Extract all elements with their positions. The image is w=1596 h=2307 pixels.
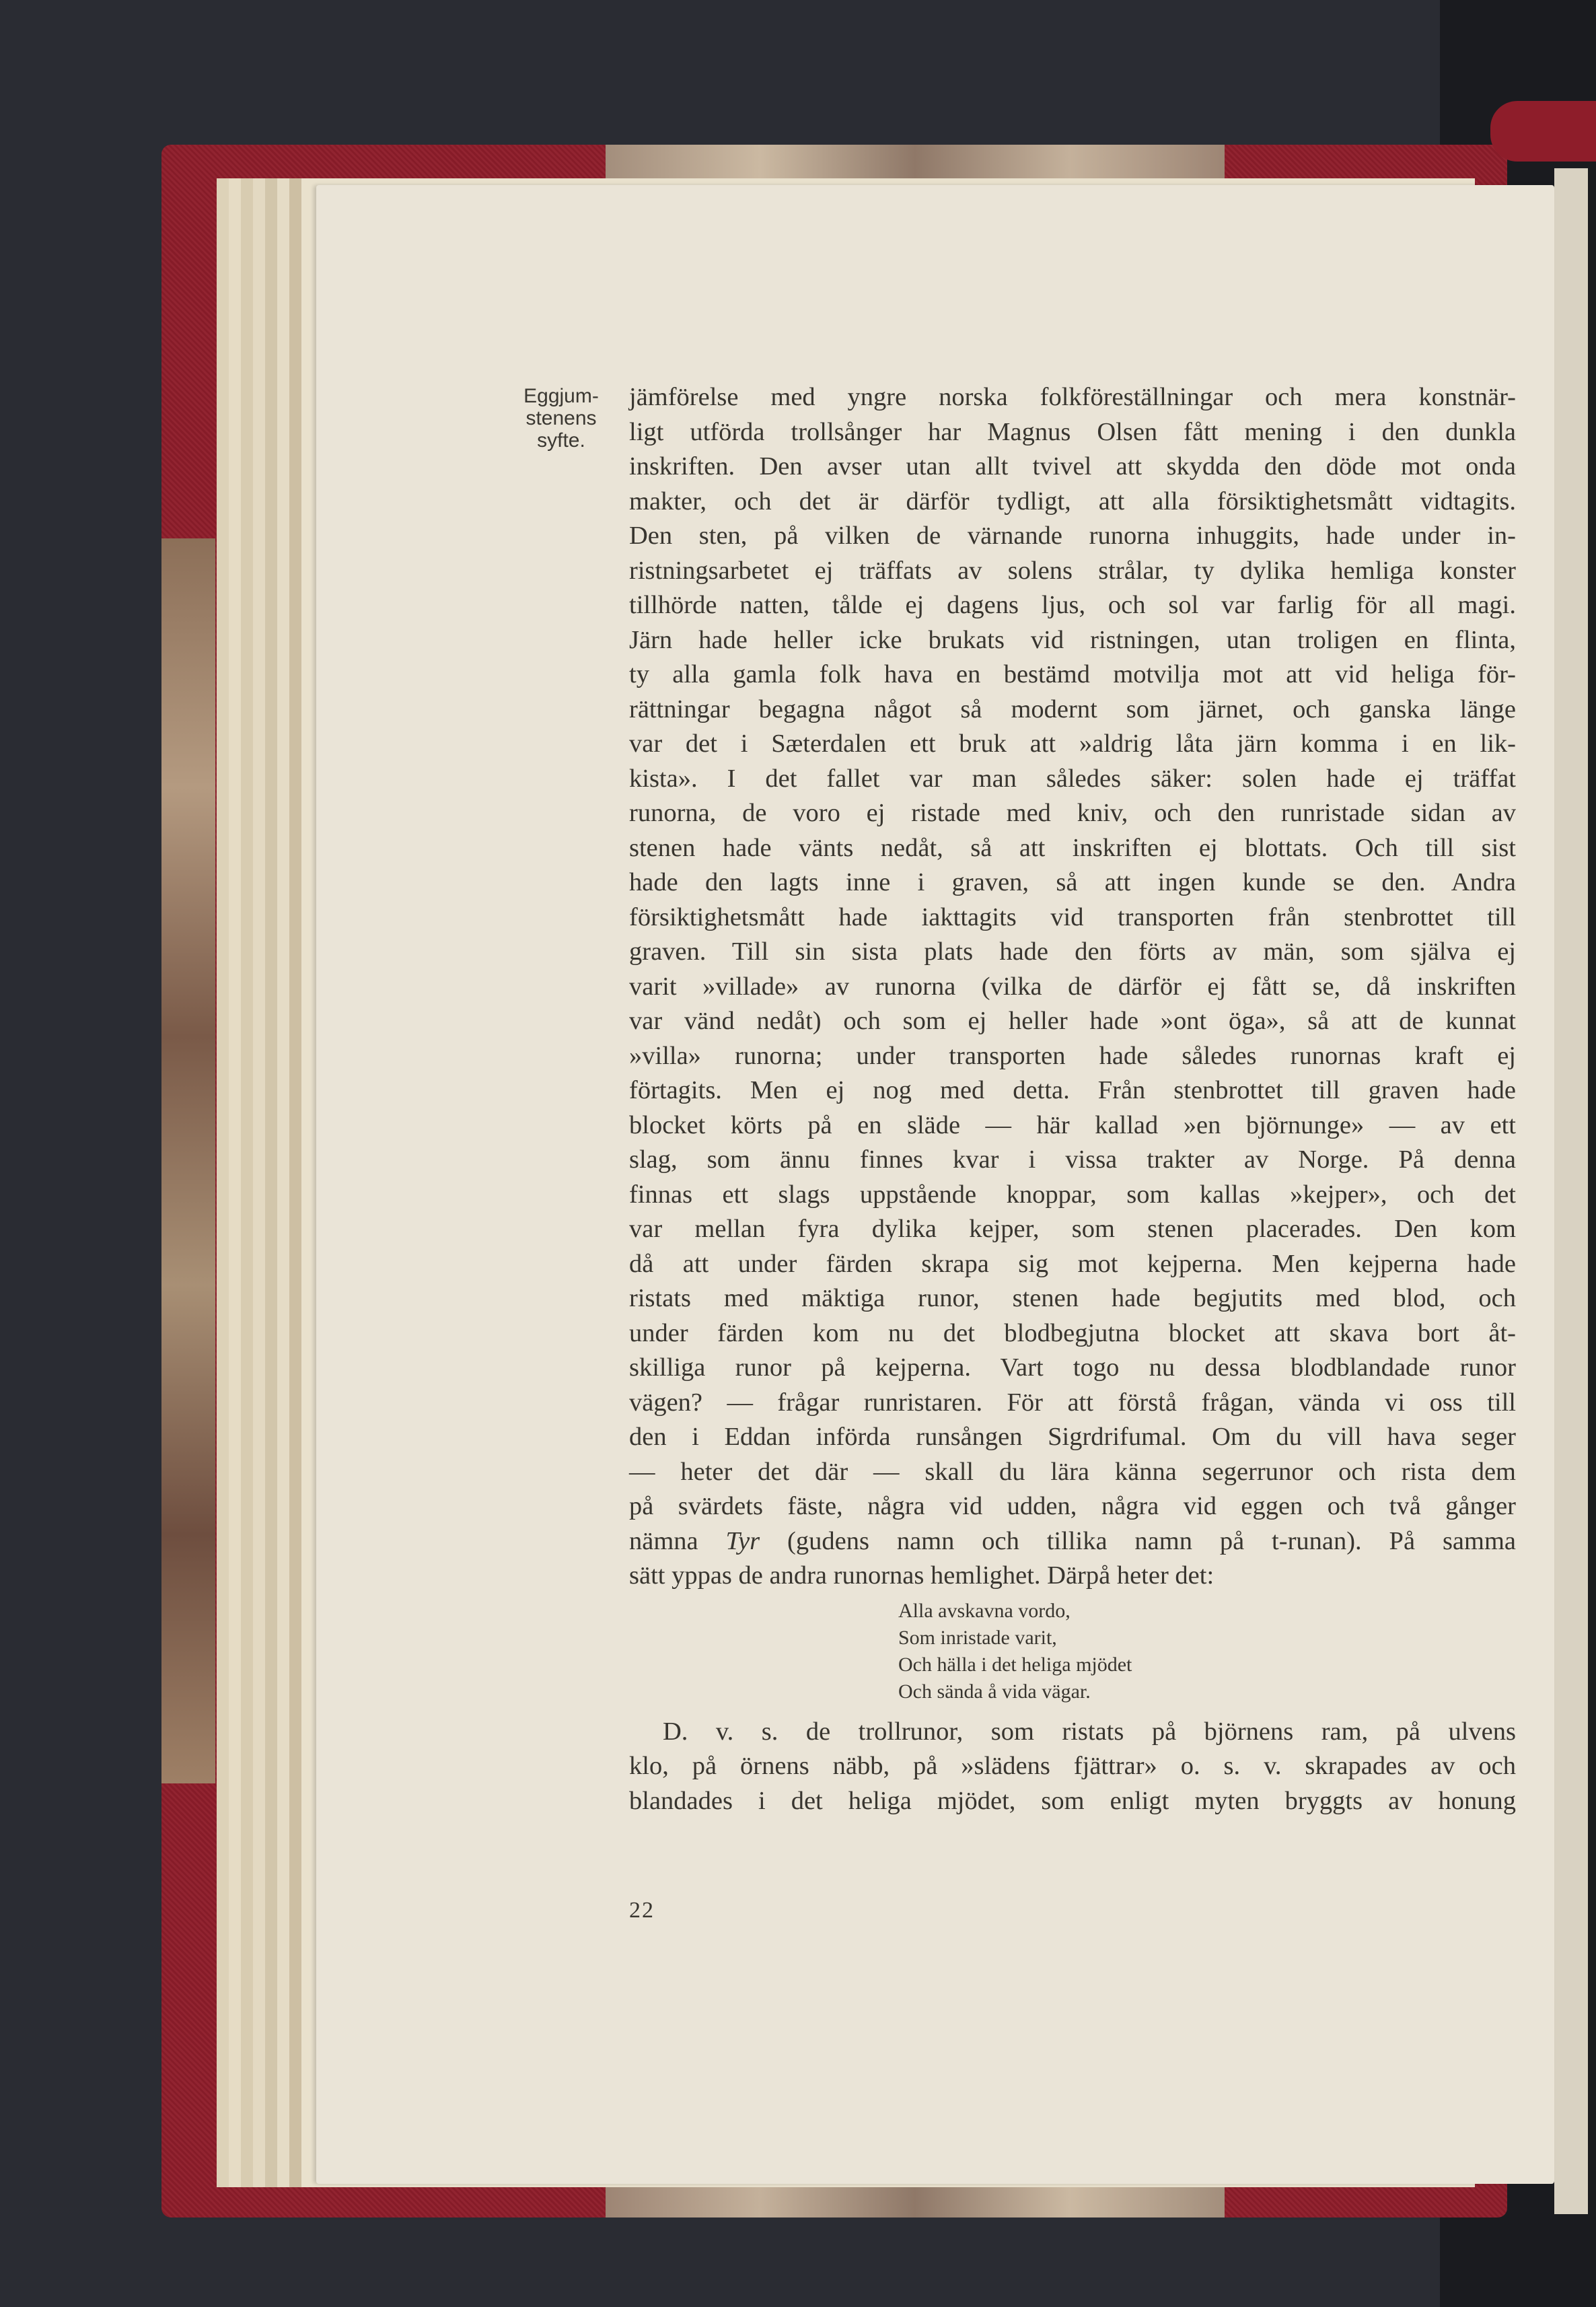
text-line: rättningar begagna något så modernt som järnet, och ganska länge	[629, 695, 1516, 723]
margin-note-line: Eggjum-	[523, 385, 599, 407]
poem-quote	[898, 1598, 1516, 1705]
text-line: blocket körts på en släde — här kallad »en björnunge» — av ett	[629, 1110, 1516, 1139]
text-line: blandades i det heliga mjödet, som enligt myten bryggts av honung	[629, 1786, 1516, 1815]
text-line: skilliga runor på kejperna. Vart togo nu dessa blodblandade runor	[629, 1353, 1516, 1382]
text-line: jämförelse med yngre norska folkföreställningar och mera konstnär-	[629, 383, 1516, 411]
bookmark-ribbon	[1490, 101, 1596, 162]
marbled-edge-left	[161, 538, 215, 1783]
tyr-italic: Tyr	[725, 1526, 760, 1555]
text-line: ristats med mäktiga runor, stenen hade begjutits med blod, och	[629, 1284, 1516, 1312]
text-line: försiktighetsmått hade iakttagits vid transporten från stenbrottet till	[629, 902, 1516, 931]
poem-line: Som inristade varit,	[898, 1626, 1057, 1649]
text-line: — heter det där — skall du lära känna segerrunor och rista dem	[629, 1457, 1516, 1486]
text-line: ty alla gamla folk hava en bestämd motvilja mot att vid heliga för-	[629, 660, 1516, 688]
text-line: D. v. s. de trollrunor, som ristats på björnens ram, på ulvens	[663, 1717, 1516, 1746]
body-text	[629, 380, 1516, 1818]
text-line: nämna Tyr (gudens namn och tillika namn på t-runan). På samma	[629, 1526, 1516, 1555]
margin-note	[521, 385, 601, 452]
poem-line: Och sända å vida vägar.	[898, 1680, 1091, 1703]
margin-note-line: syfte.	[537, 429, 585, 452]
text-line: inskriften. Den avser utan allt tvivel att skydda den döde mot onda	[629, 452, 1516, 481]
text-line: den i Eddan införda runsången Sigrdrifumal. Om du vill hava seger	[629, 1423, 1516, 1451]
text-line: förtagits. Men ej nog med detta. Från stenbrottet till graven hade	[629, 1076, 1516, 1104]
text-line: vägen? — frågar runristaren. För att förstå frågan, vända vi oss till	[629, 1388, 1516, 1417]
text-line: var mellan fyra dylika kejper, som stenen placerades. Den kom	[629, 1215, 1516, 1243]
text-line: graven. Till sin sista plats hade den förts av män, som själva ej	[629, 937, 1516, 966]
poem-line: Och hälla i det heliga mjödet	[898, 1653, 1132, 1676]
text-line: makter, och det är därför tydligt, att alla försiktighetsmått vidtagits.	[629, 487, 1516, 516]
text-line: finnas ett slags uppstående knoppar, som kallas »kejper», och det	[629, 1180, 1516, 1209]
text-line: var vänd nedåt) och som ej heller hade »ont öga», så att de kunnat	[629, 1007, 1516, 1035]
text-line: under färden kom nu det blodbegjutna blocket att skava bort åt-	[629, 1318, 1516, 1347]
marbled-edge-top	[606, 145, 1225, 182]
text-line: runorna, de voro ej ristade med kniv, och den runristade sidan av	[629, 799, 1516, 827]
text-line: sätt yppas de andra runornas hemlighet. Därpå heter det:	[629, 1561, 1214, 1590]
text-line: varit »villade» av runorna (vilka de därför ej fått se, då inskriften	[629, 972, 1516, 1001]
text-line: Järn hade heller icke brukats vid ristningen, utan troligen en flinta,	[629, 625, 1516, 654]
text-line: då att under färden skrapa sig mot kejperna. Men kejperna hade	[629, 1249, 1516, 1278]
text-line: klo, på örnens näbb, på »slädens fjättrar» o. s. v. skrapades av och	[629, 1752, 1516, 1780]
text-line: ristningsarbetet ej träffats av solens strålar, ty dylika hemliga konster	[629, 556, 1516, 585]
text-line: på svärdets fäste, några vid udden, några vid eggen och två gånger	[629, 1492, 1516, 1520]
text-line: kista». I det fallet var man således säker: solen hade ej träffat	[629, 764, 1516, 793]
page-number: 22	[629, 1898, 655, 1923]
paragraph-main	[629, 380, 1516, 1524]
text-line: tillhörde natten, tålde ej dagens ljus, och sol var farlig för all magi.	[629, 591, 1516, 619]
text-line: ligt utförda trollsånger har Magnus Olsen fått mening i den dunkla	[629, 417, 1516, 446]
text-line: var det i Sæterdalen ett bruk att »aldrig låta järn komma i en lik-	[629, 730, 1516, 758]
poem-line: Alla avskavna vordo,	[898, 1599, 1071, 1622]
text-line: hade den lagts inne i graven, så att ingen kunde se den. Andra	[629, 868, 1516, 896]
text-line: »villa» runorna; under transporten hade således runornas kraft ej	[629, 1041, 1516, 1070]
text-line: stenen hade vänts nedåt, så att inskriften ej blottats. Och till sist	[629, 833, 1516, 862]
text-line: Den sten, på vilken de värnande runorna inhuggits, hade under in-	[629, 522, 1516, 550]
page-edge-right	[1554, 168, 1588, 2214]
paragraph-after-poem	[629, 1715, 1516, 1819]
margin-note-line: stenens	[525, 407, 597, 429]
text-line: slag, som ännu finnes kvar i vissa trakter av Norge. På denna	[629, 1145, 1516, 1174]
